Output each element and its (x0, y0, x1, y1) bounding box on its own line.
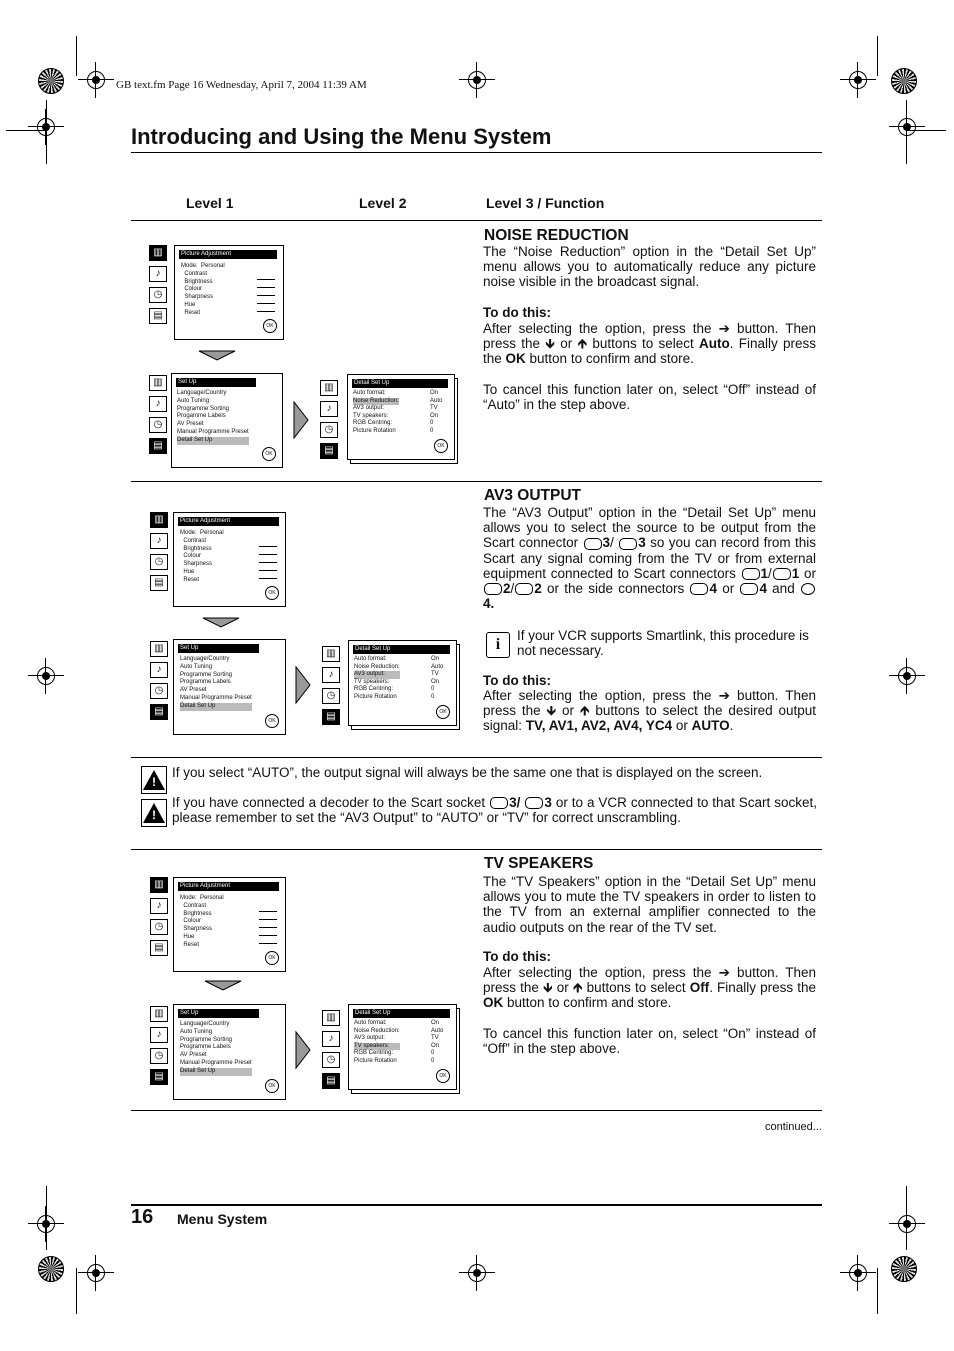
menu-lines: Auto format: Noise Reduction: AV3 output: TV speakers: RGB Centring: Picture Rotation (354, 656, 400, 700)
footer-rule (131, 1204, 822, 1206)
setup-menu-icon: ▤ (150, 940, 168, 956)
menu-title: Set Up (176, 378, 256, 387)
down-arrow-icon (201, 616, 241, 628)
registration-mark (468, 1264, 486, 1282)
setup-menu (173, 1004, 286, 1100)
menu-icon-column (149, 245, 167, 329)
scart-input-icon (742, 568, 760, 580)
crop-mark (877, 1268, 878, 1314)
slider-icon (259, 943, 277, 944)
sound-menu-icon: ♪ (149, 396, 167, 412)
right-arrow-icon (294, 1030, 312, 1070)
title-rule (131, 152, 822, 153)
menu-icon-column (149, 375, 167, 459)
ok-button-icon: OK (265, 586, 279, 600)
video-input-icon (740, 583, 758, 595)
warning-text-decoder: If you have connected a decoder to the Scart socket 3/ 3 or to a VCR connected to that Scart socket, please remember to set the “AV3 Output” to “AUTO” or “TV” for correct unscrambling. (172, 795, 817, 826)
slider-icon (259, 554, 277, 555)
section-divider (131, 1110, 822, 1111)
timer-menu-icon: ◷ (149, 287, 167, 303)
footer-section-name: Menu System (177, 1211, 268, 1227)
menu-lines: Language/Country Auto Tuning Programme Sorting Programme Labels AV Preset Manual Programme Preset Detail Set Up (180, 1021, 252, 1074)
registration-mark (468, 71, 486, 89)
ok-button-icon: OK (265, 951, 279, 965)
av3-intro: The “AV3 Output” option in the “Detail Set Up” menu allows you to select the source to be output from the Scart connector 3/ 3 so you can record from this Scart any signal coming from the TV or from external equipment connected to Scart connectors 1/ 1 or 2/ 2 or the side connectors 4 or 4 and 4. (483, 505, 816, 612)
av3-info-note: If your VCR supports Smartlink, this procedure is not necessary. (517, 628, 809, 659)
slider-icon (259, 578, 277, 579)
level-2-heading: Level 2 (359, 195, 407, 211)
level-1-heading: Level 1 (186, 195, 234, 211)
ok-button-icon: OK (436, 1069, 450, 1083)
scart-input-icon (484, 583, 502, 595)
section-divider (131, 849, 822, 850)
menu-diagram-noise (145, 240, 465, 470)
speakers-heading: TV SPEAKERS (484, 855, 594, 872)
warning-text-auto: If you select “AUTO”, the output signal will always be the same one that is displayed on the screen. (172, 765, 763, 780)
picture-menu-icon: ▥ (150, 1006, 168, 1022)
av3-heading: AV3 OUTPUT (484, 487, 582, 504)
sound-menu-icon: ♪ (322, 1031, 340, 1047)
timer-menu-icon: ◷ (322, 688, 340, 704)
menu-icon-column (150, 512, 168, 596)
slider-icon (257, 287, 275, 288)
crop-mark (76, 36, 77, 76)
section-divider (131, 757, 822, 758)
picture-menu-icon: ▥ (149, 375, 167, 391)
registration-mark (898, 1215, 916, 1233)
menu-icon-column (150, 877, 168, 961)
menu-icon-column (322, 1010, 340, 1094)
registration-mark (87, 1264, 105, 1282)
registration-burst (891, 68, 917, 94)
registration-mark (37, 1215, 55, 1233)
menu-title: Detail Set Up (352, 379, 448, 388)
timer-menu-icon: ◷ (322, 1052, 340, 1068)
slider-icon (259, 935, 277, 936)
menu-diagram-av3 (145, 507, 465, 737)
registration-burst (38, 68, 64, 94)
menu-title: Picture Adjustment (178, 882, 279, 891)
detail-setup-menu (348, 640, 457, 726)
menu-title: Set Up (178, 644, 259, 653)
ok-button-icon: OK (265, 1079, 279, 1093)
timer-menu-icon: ◷ (150, 1048, 168, 1064)
crop-mark (76, 1268, 77, 1314)
ok-button-icon: OK (436, 705, 450, 719)
sound-menu-icon: ♪ (320, 401, 338, 417)
speakers-cancel: To cancel this function later on, select “On” instead of “Off” in the step above. (483, 1026, 816, 1057)
detail-setup-menu (348, 1004, 457, 1090)
picture-adjustment-menu (173, 877, 286, 972)
timer-menu-icon: ◷ (320, 422, 338, 438)
setup-menu-icon: ▤ (322, 1073, 340, 1089)
picture-menu-icon: ▥ (150, 877, 168, 893)
timer-menu-icon: ◷ (150, 683, 168, 699)
registration-mark (37, 667, 55, 685)
audio-input-icon (801, 583, 815, 595)
setup-menu-icon: ▤ (149, 438, 167, 454)
av3-steps: After selecting the option, press the ➔ button. Then press the 🡻 or 🡹 buttons to select the desired output signal: TV, AV1, AV2, AV4, YC4 or AUTO. (483, 688, 816, 734)
detail-setup-menu (347, 374, 455, 460)
scart-output-icon (619, 538, 637, 550)
picture-menu-icon: ▥ (322, 1010, 340, 1026)
warning-box (141, 766, 167, 794)
crop-mark (877, 36, 878, 76)
menu-title: Detail Set Up (353, 645, 450, 654)
slider-icon (259, 546, 277, 547)
setup-menu-icon: ▤ (150, 575, 168, 591)
slider-icon (259, 562, 277, 563)
picture-adjustment-menu (173, 512, 286, 607)
section-divider (131, 220, 822, 221)
picture-menu-icon: ▥ (150, 512, 168, 528)
menu-title: Picture Adjustment (178, 517, 279, 526)
scart-output-icon (525, 797, 543, 809)
speakers-intro: The “TV Speakers” option in the “Detail Set Up” menu allows you to mute the TV speakers in order to listen to the TV from an external amplifier connected to the audio outputs on the rear of the TV set. (483, 874, 816, 935)
menu-lines: Auto format: Noise Reduction: AV3 output: TV speakers: RGB Centring: Picture Rotation (353, 390, 399, 434)
sound-menu-icon: ♪ (150, 1027, 168, 1043)
noise-cancel: To cancel this function later on, select “Off” instead of “Auto” in the step above. (483, 382, 816, 413)
setup-menu-icon: ▤ (149, 308, 167, 324)
warning-icon: ! (143, 803, 165, 823)
setup-menu-icon: ▤ (322, 709, 340, 725)
ok-button-icon: OK (262, 447, 276, 461)
picture-menu-icon: ▥ (149, 245, 167, 261)
selected-item: Detail Set Up (180, 703, 252, 711)
page-number: 16 (131, 1206, 154, 1228)
menu-icon-column (320, 380, 338, 464)
scart-input-icon (490, 797, 508, 809)
sound-menu-icon: ♪ (150, 662, 168, 678)
menu-lines: Language/Country Auto Tuning Programme Sorting Programme Labels AV Preset Manual Programme Preset Detail Set Up (180, 656, 252, 709)
setup-menu-icon: ▤ (150, 704, 168, 720)
setup-menu-icon: ▤ (320, 443, 338, 459)
scart-output-icon (773, 568, 791, 580)
setup-menu (171, 373, 283, 468)
selected-item: Detail Set Up (180, 1068, 252, 1076)
sound-menu-icon: ♪ (150, 898, 168, 914)
registration-mark (849, 1264, 867, 1282)
timer-menu-icon: ◷ (149, 417, 167, 433)
info-icon: i (486, 632, 510, 658)
menu-lines: Mode: Personal Contrast Brightness Colour Sharpness Hue Reset (181, 263, 225, 316)
picture-menu-icon: ▥ (150, 641, 168, 657)
menu-diagram-speakers (145, 872, 465, 1102)
timer-menu-icon: ◷ (150, 554, 168, 570)
continued-note: continued... (765, 1121, 822, 1133)
av3-todo: To do this: (483, 673, 551, 688)
slider-icon (259, 919, 277, 920)
menu-lines: Mode: Personal Contrast Brightness Colour Sharpness Hue Reset (180, 895, 224, 948)
menu-icon-column (322, 646, 340, 730)
picture-menu-icon: ▥ (322, 646, 340, 662)
registration-burst (891, 1256, 917, 1282)
menu-title: Picture Adjustment (179, 250, 277, 259)
slider-icon (259, 911, 277, 912)
picture-adjustment-menu (174, 245, 284, 340)
section-divider (131, 481, 822, 482)
menu-title: Detail Set Up (353, 1009, 450, 1018)
slider-icon (257, 303, 275, 304)
down-arrow-icon (197, 349, 237, 361)
menu-title: Set Up (178, 1009, 259, 1018)
registration-mark (37, 118, 55, 136)
right-arrow-icon (292, 400, 310, 440)
registration-mark (898, 667, 916, 685)
warning-icon: ! (143, 770, 165, 790)
svideo-input-icon (690, 583, 708, 595)
timer-menu-icon: ◷ (150, 919, 168, 935)
slider-icon (257, 295, 275, 296)
noise-heading: NOISE REDUCTION (484, 227, 629, 244)
down-arrow-icon (203, 979, 243, 991)
menu-icon-column (150, 1006, 168, 1090)
sound-menu-icon: ♪ (149, 266, 167, 282)
level-3-heading: Level 3 / Function (486, 195, 605, 211)
setup-menu-icon: ▤ (150, 1069, 168, 1085)
ok-button-icon: OK (434, 439, 448, 453)
speakers-steps: After selecting the option, press the ➔ button. Then press the 🡻 or 🡹 buttons to select Off. Finally press the OK button to confirm and store. (483, 965, 816, 1011)
menu-values: On Auto TV On 0 0 (430, 390, 443, 434)
slider-icon (259, 927, 277, 928)
slider-icon (257, 279, 275, 280)
registration-mark (849, 71, 867, 89)
noise-todo: To do this: (483, 305, 551, 320)
scart-input-icon (584, 538, 602, 550)
noise-steps: After selecting the option, press the ➔ button. Then press the 🡻 or 🡹 buttons to select Auto. Finally press the OK button to confirm and store. (483, 321, 817, 367)
registration-mark (898, 118, 916, 136)
menu-lines: Auto format: Noise Reduction: AV3 output: TV speakers: RGB Centring: Picture Rotation (354, 1020, 400, 1064)
file-header-info: GB text.fm Page 16 Wednesday, April 7, 2004 11:39 AM (116, 79, 367, 91)
menu-values: On Auto TV On 0 0 (431, 656, 444, 700)
registration-burst (38, 1256, 64, 1282)
selected-item: Detail Set Up (177, 437, 249, 445)
setup-menu (173, 639, 286, 735)
slider-icon (257, 311, 275, 312)
right-arrow-icon (294, 665, 312, 705)
menu-lines: Language/Country Auto Tuning Programme Sorting Progamme Labels AV Preset Manual Programme Preset Detail Set Up (177, 390, 249, 443)
scart-output-icon (515, 583, 533, 595)
menu-lines: Mode: Personal Contrast Brightness Colour Sharpness Hue Reset (180, 530, 224, 583)
warning-box (141, 799, 167, 827)
menu-values: On Auto TV On 0 0 (431, 1020, 444, 1064)
menu-icon-column (150, 641, 168, 725)
registration-mark (87, 71, 105, 89)
sound-menu-icon: ♪ (322, 667, 340, 683)
page-title: Introducing and Using the Menu System (131, 124, 552, 149)
sound-menu-icon: ♪ (150, 533, 168, 549)
speakers-todo: To do this: (483, 949, 551, 964)
ok-button-icon: OK (265, 714, 279, 728)
noise-intro: The “Noise Reduction” option in the “Detail Set Up” menu allows you to automatically reduce any picture noise visible in the broadcast signal. (483, 244, 816, 290)
picture-menu-icon: ▥ (320, 380, 338, 396)
ok-button-icon: OK (263, 319, 277, 333)
slider-icon (259, 570, 277, 571)
